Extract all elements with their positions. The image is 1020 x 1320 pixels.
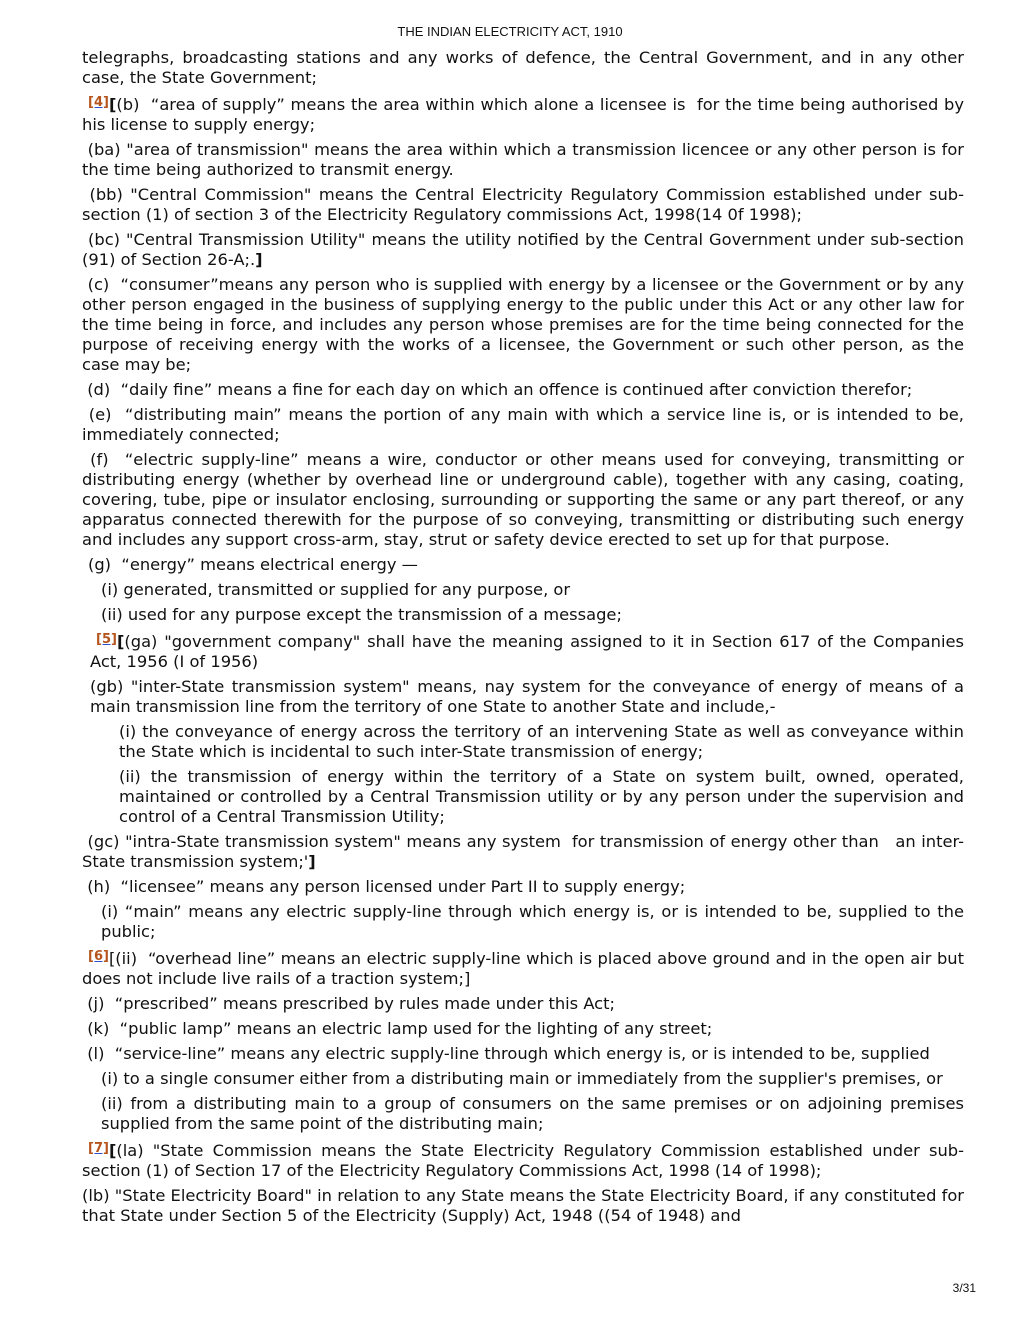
clause-text: (g) “energy” means electrical energy —: [88, 555, 418, 574]
clause-text: (j) “prescribed” means prescribed by rules made under this Act;: [82, 994, 615, 1013]
footnote-link[interactable]: [4]: [88, 95, 109, 110]
clause-text: (ii) from a distributing main to a group of consumers on the same premises or on adjoining premises supplied from the same point of the distributing main;: [101, 1094, 970, 1133]
clause-paragraph: [82, 1019, 964, 1039]
clause-paragraph: [82, 877, 964, 897]
clause-text: (i) “main” means any electric supply-line through which energy is, or is intended to be, supplied to the public;: [101, 902, 970, 941]
clause-paragraph: [82, 1139, 964, 1181]
clause-paragraph: [82, 555, 964, 575]
clause-text: (ga) "government company" shall have the meaning assigned to it in Section 617 of the Companies Act, 1956 (I of 1956): [90, 632, 970, 671]
clause-text: (ba) "area of transmission" means the area within which a transmission licencee or any other person is for the time being authorized to transmit energy.: [82, 140, 970, 179]
clause-text: (gc) "intra-State transmission system" means any system for transmission of energy other than an inter-State transmission system;': [82, 832, 964, 871]
clause-paragraph: [82, 947, 970, 989]
clause-text: (bb) "Central Commission" means the Central Electricity Regulatory Commission established under sub-section (1) of section 3 of the Electricity Regulatory commissions Act, 1998(14 0f 1998);: [82, 185, 964, 224]
clause-text: (gb) "inter-State transmission system" means, nay system for the conveyance of energy of means of a main transmission line from the territory of one State to another State and include,-: [90, 677, 970, 716]
clause-text: (b) “area of supply” means the area within which alone a licensee is for the time being authorised by his license to supply energy;: [82, 95, 970, 134]
clause-paragraph: [82, 140, 970, 180]
clause-paragraph: [82, 767, 970, 827]
clause-text: (i) to a single consumer either from a distributing main or immediately from the supplier's premises, or: [101, 1069, 943, 1088]
clause-text: (ii) used for any purpose except the transmission of a message;: [101, 605, 622, 624]
clause-paragraph: [82, 722, 970, 762]
clause-text: (lb) "State Electricity Board" in relation to any State means the State Electricity Board, if any constituted for that State under Section 5 of the Electricity (Supply) Act, 1948 ((54 of 1948) and: [82, 1186, 970, 1225]
clause-paragraph: [82, 230, 970, 270]
clause-text: (l) “service-line” means any electric supply-line through which energy is, or is intended to be, supplied: [82, 1044, 930, 1063]
clause-paragraph: [82, 93, 970, 135]
clause-text: telegraphs, broadcasting stations and any works of defence, the Central Government, and in any other case, the State Government;: [82, 48, 970, 87]
clause-text: (d) “daily fine” means a fine for each day on which an offence is continued after conviction therefor;: [82, 380, 913, 399]
clause-paragraph: [82, 1186, 970, 1226]
clause-text: (bc) "Central Transmission Utility" means the utility notified by the Central Government under sub-section (91) of Section 26-A;.: [82, 230, 970, 269]
amendment-open-bracket: [: [108, 95, 117, 114]
clause-text: (k) “public lamp” means an electric lamp used for the lighting of any street;: [82, 1019, 713, 1038]
amendment-close-bracket: ]: [255, 250, 263, 269]
clause-paragraph: [82, 994, 964, 1014]
clause-text: (la) "State Commission means the State Electricity Regulatory Commission established under sub-section (1) of Section 17 of the Electricity Regulatory Commissions Act, 1998 (14 of 1998);: [82, 1141, 964, 1180]
clause-text: (e) “distributing main” means the portion of any main with which a service line is, or is intended to be, immediately connected;: [82, 405, 970, 444]
clause-text: (i) generated, transmitted or supplied for any purpose, or: [101, 580, 571, 599]
running-header: THE INDIAN ELECTRICITY ACT, 1910: [397, 24, 623, 39]
clause-paragraph: [82, 1094, 970, 1134]
amendment-open-bracket: [: [116, 632, 125, 651]
clause-text: (f) “electric supply-line” means a wire, conductor or other means used for conveying, transmitting or distributing energy (whether by overhead line or underground cable), together with any casing, coating, covering, tube, pipe or insulator enclosing, surrounding or supporting the same or any part thereof, or any apparatus connected therewith for the purpose of so conveying, transmitting or distributing such energy and includes any support cross-arm, stay, strut or safety device erected to set up for that purpose.: [82, 450, 970, 549]
clause-text: (i) the conveyance of energy across the territory of an intervening State as well as conveyance within the State which is incidental to such inter-State transmission of energy;: [119, 722, 970, 761]
document-body: [82, 48, 970, 1231]
clause-paragraph: [82, 380, 964, 400]
clause-paragraph: [82, 677, 970, 717]
clause-text: (h) “licensee” means any person licensed under Part II to supply energy;: [82, 877, 686, 896]
clause-paragraph: [82, 580, 964, 600]
amendment-open-bracket: [: [108, 1141, 117, 1160]
clause-paragraph: [82, 605, 964, 625]
clause-text: (ii) the transmission of energy within the territory of a State on system built, owned, operated, maintained or controlled by a Central Transmission utility or by any person under the supervision and control of a Central Transmission Utility;: [119, 767, 970, 826]
clause-paragraph: [82, 48, 970, 88]
clause-paragraph: [82, 902, 970, 942]
clause-paragraph: [82, 405, 970, 445]
footnote-link[interactable]: [6]: [88, 949, 109, 964]
footnote-link[interactable]: [7]: [88, 1141, 109, 1156]
clause-paragraph: [82, 275, 970, 375]
clause-paragraph: [82, 450, 970, 550]
clause-paragraph: [82, 832, 964, 872]
footnote-link[interactable]: [5]: [96, 632, 117, 647]
page-number: 3/31: [952, 1281, 976, 1295]
amendment-close-bracket: ]: [308, 852, 316, 871]
clause-text: (c) “consumer”means any person who is supplied with energy by a licensee or the Government or by any other person engaged in the business of supplying energy to the public under this Act or any other law for the time being in force, and includes any person whose premises are for the time being connected for the purpose of receiving energy with the works of a licensee, the Government or such other person, as the case may be;: [82, 275, 970, 374]
clause-paragraph: [82, 1044, 964, 1064]
clause-text: [(ii) “overhead line” means an electric supply-line which is placed above ground and in the open air but does not include live rails of a traction system;]: [82, 949, 970, 988]
clause-paragraph: [82, 185, 964, 225]
clause-paragraph: [82, 630, 970, 672]
clause-paragraph: [82, 1069, 964, 1089]
